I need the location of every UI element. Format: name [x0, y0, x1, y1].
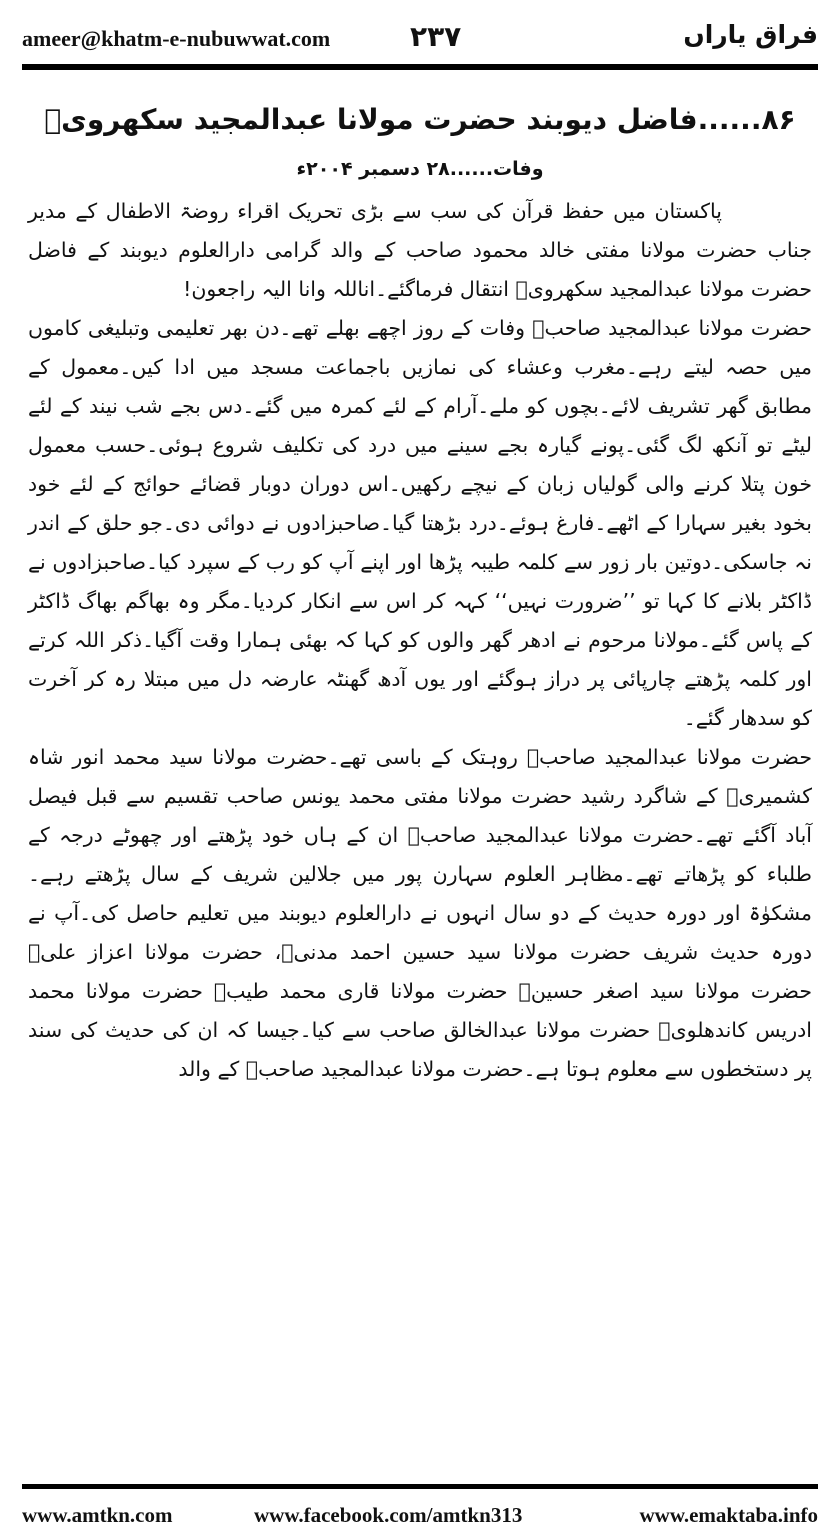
paragraph: حضرت مولانا عبدالمجید صاحبؒ وفات کے روز اچھے بھلے تھے۔دن بھر تعلیمی وتبلیغی کاموں میں حصہ لیتے رہے۔مغرب وعشاء کی نمازیں باجماعت مسجد میں ادا کیں۔معمول کے مطابق گھر تشریف لائے۔بچوں کو ملے۔آرام کے لئے کمرہ میں گئے۔دس بجے شب نیند کے لئے لیٹے تو آنکھ لگ گئی۔پونے گیارہ بجے سینے میں درد کی تکلیف شروع ہوئی۔حسب معمول خون پتلا کرنے والی گولیاں زبان کے نیچے رکھیں۔اس دوران دوبار قضائے حوائج کے لئے خود بخود بغیر سہارا کے اٹھے۔فارغ ہوئے۔درد بڑھتا گیا۔صاحبزادوں نے دوائی دی۔جو حلق کے اندر نہ جاسکی۔دوتین بار زور سے کلمہ طیبہ پڑھا اور اپنے آپ کو رب کے سپرد کیا۔صاحبزادوں نے ڈاکٹر بلانے کا کہا تو ’’ضرورت نہیں‘‘ کہہ کر اس سے انکار کردیا۔مگر وہ بھاگم بھاگ ڈاکٹر کے پاس گئے۔مولانا مرحوم نے ادھر گھر والوں کو کہا کہ بھئی ہمارا وقت آگیا۔ذکر اللہ کرتے اور کلمہ پڑھتے چارپائی پر دراز ہوگئے اور یوں آدھ گھنٹہ عارضہ دل میں مبتلا رہ کر آخرت کو سدھار گئے۔ — [28, 316, 812, 730]
article-heading: ۸۶......فاضل دیوبند حضرت مولانا عبدالمجید سکھرویؒ — [44, 103, 796, 136]
footer-link-maktaba[interactable]: www.emaktaba.info — [639, 1503, 818, 1527]
footer-rule — [22, 1484, 818, 1489]
paragraph: حضرت مولانا عبدالمجید صاحبؒ روہتک کے باسی تھے۔حضرت مولانا سید محمد انور شاہ کشمیریؒ کے شاگرد رشید حضرت مولانا مفتی محمد یونس صاحب تقسیم سے قبل فیصل آباد آگئے تھے۔حضرت مولانا عبدالمجید صاحبؒ ان کے ہاں خود پڑھتے اور چھوٹے درجہ کے طلباء کو پڑھاتے تھے۔مظاہر العلوم سہارن پور میں جلالین شریف کے سال پڑھتے رہے۔مشکوٰۃ اور دورہ حدیث کے دو سال انہوں نے دارالعلوم دیوبند میں تعلیم حاصل کی۔آپ نے دورہ حدیث شریف حضرت مولانا سید حسین احمد مدنیؒ، حضرت مولانا اعزاز علیؒ حضرت مولانا سید اصغر حسینؒ حضرت مولانا قاری محمد طیبؒ حضرت مولانا محمد ادریس کاندھلویؒ حضرت مولانا عبدالخالق صاحب سے کیا۔جیسا کہ ان کی حدیث کی سند پر دستخطوں سے معلوم ہوتا ہے۔حضرت مولانا عبدالمجید صاحبؒ کے والد — [28, 745, 812, 1081]
article-body — [28, 94, 812, 1089]
death-date: وفات......۲۸ دسمبر ۲۰۰۴ء — [296, 158, 544, 180]
paragraph: پاکستان میں حفظ قرآن کی سب سے بڑی تحریک اقراء روضۃ الاطفال کے مدیر جناب حضرت مولانا مفتی خالد محمود صاحب کے والد گرامی دارالعلوم دیوبند کے فاضل حضرت مولانا عبدالمجید سکھرویؒ انتقال فرماگئے۔اناللہ وانا الیہ راجعون! — [28, 199, 812, 301]
header-rule — [22, 64, 818, 70]
footer-link-website[interactable]: www.amtkn.com — [22, 1503, 173, 1527]
footer-link-facebook[interactable]: www.facebook.com/amtkn313 — [254, 1503, 523, 1527]
page-header — [22, 14, 818, 54]
header-email[interactable]: ameer@khatm-e-nubuwwat.com — [22, 26, 331, 51]
page-number: ۲۳۷ — [410, 20, 462, 53]
page-footer — [22, 1503, 818, 1533]
book-title: فراق یاراں — [683, 20, 818, 49]
